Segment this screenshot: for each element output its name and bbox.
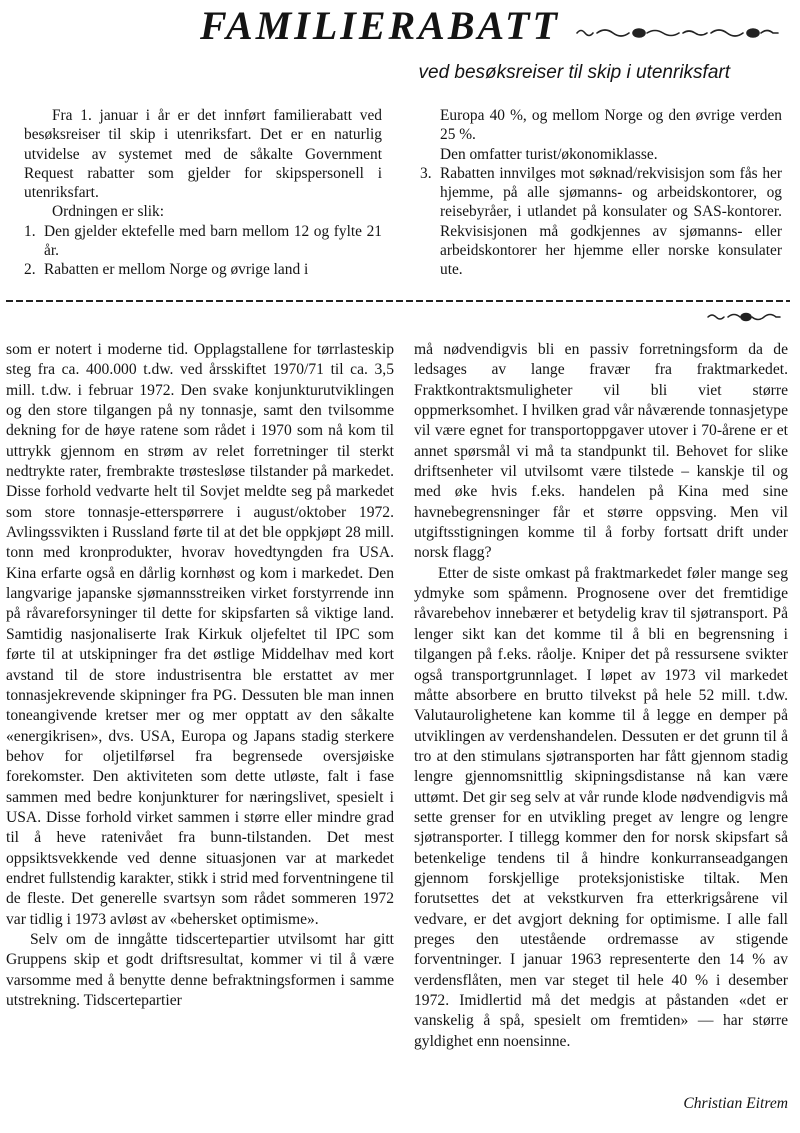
- flourish-ornament-icon: [706, 311, 782, 323]
- list-number: 1.: [24, 222, 36, 240]
- flourish-ornament-icon: [575, 26, 780, 40]
- list-item: [24, 260, 382, 279]
- list-class-note: Den omfatter turist/økonomiklasse.: [440, 145, 658, 163]
- list-continuation: Europa 40 %, og mellom Norge og den øvrige verden 25 %.: [440, 107, 782, 144]
- list-text: Rabatten er mellom Norge og øvrige land i: [44, 261, 309, 279]
- article-paragraph: Selv om de inngåtte tidscertepartier utvilsomt har gitt Gruppens skip et godt driftsresultat, kommer vi til å være varsomme med å benytte denne befraktningsformen i samme utstrekning. Tidscertepartier: [6, 930, 394, 1009]
- page-subtitle: ved besøksreiser til skip i utenriksfart: [418, 62, 730, 83]
- article-right-column: [414, 340, 788, 1052]
- page-title: FAMILIERABATT: [200, 3, 560, 48]
- intro-right-column: [420, 106, 782, 280]
- list-number: 3.: [420, 164, 432, 182]
- dashed-divider: [6, 300, 790, 302]
- article-left-column: [6, 340, 394, 1011]
- list-text: Den gjelder ektefelle med barn mellom 12 og fylte 21 år.: [44, 222, 382, 260]
- list-item: [24, 222, 382, 261]
- article-paragraph: må nødvendigvis bli en passiv forretningsform da de ledsages av lange fravær fra fraktmarkedet. Fraktkontraktsmuligheter vil bli viet større oppmerksomhet. I hvilken grad vår nåværende tonnasjetype vil være egnet for transportoppgaver utover i 70-årene er et annet spørsmål vi må ta standpunkt til. Behovet for slike driftsenheter vil utvilsomt være tilstede – kanskje til og med øke hvis f.eks. handelen på Kina med sine havnebegrensninger får et større oppsving. Men vil utgiftsstigningen komme til å forby fortsatt drift under norsk flagg?: [414, 341, 788, 562]
- list-text: Rabatten innvilges mot søknad/rekvisisjon som fås her hjemme, på alle sjømanns- og arbeidskontorer, og reisebyråer, i utlandet på konsulater og SAS-kontorer. Rekvisisjonen må godkjennes av sjømanns- eller arbeidskontorer her hjemme eller norske konsulater ute.: [440, 164, 782, 279]
- author-signature: Christian Eitrem: [683, 1095, 788, 1112]
- list-number: 2.: [24, 261, 36, 279]
- intro-left-column: [24, 106, 382, 280]
- article-paragraph: Etter de siste omkast på fraktmarkedet føler mange seg ydmyke som spåmenn. Prognosene over det fremtidige råvarebehov innebærer et betydelig krav til sjøtransport. På lenger sikt kan det komme til å bli en begrensning i tilgangen på f.eks. råolje. Kniper det på ressursene svikter også transportgrunnlaget. I løpet av 1973 vil markedet måtte absorbere en brutto tilvekst på hele 52 mill. t.dw. Valutaurolighetene kan komme til å legge en demper på utviklingen av verdenshandelen. Dessuten er det grunn til å tro at den stimulans sjøtransporten har fått gjennom stadig lengre gjennomsnittlig skipningsdistanse nå kan være uttømt. Det gir seg selv at vår runde klode nødvendigvis må sette grenser for en utvikling preget av lengre og lengre sjøtransporter. I tillegg kommer den for norsk skipsfart så betenkelige tendens til å hindre konkurranseadgangen gjennom forskjellige proteksjonistiske tiltak. Men forutsettes det at vekstkurven fra etterkrigsårene vil vedvare, er det avgjort dekning for optimisme. I alle fall preges den utestående ordremasse av stigende forventninger. I januar 1963 representerte den 14 % av verdensflåten, men var steget til hele 40 % i desember 1972. Imidlertid må det medgis at påstanden «det er vanskelig å spå, spesielt om fremtiden» — har større gyldighet enn noensinne.: [414, 564, 788, 1050]
- intro-lead: Fra 1. januar i år er det innført familierabatt ved besøksreiser til skip i utenriksfart. Det er en naturlig utvidelse av systemet med de såkalte Government Request rabatter som gjelder for skipspersonell i utenriksfart.: [24, 107, 382, 202]
- list-item: [420, 164, 782, 280]
- article-paragraph: som er notert i moderne tid. Opplagstallene for tørrlasteskip steg fra ca. 400.000 t.dw. ved årsskiftet 1970/71 til ca. 3,5 mill. t.dw. i februar 1972. Den svake konjunkturutviklingen og den store tilgangen på ny tonnasje, samt den tvilsomme dekning for de høye ratene som rådet i 1970 som nå kom til uttrykk gjennom en strøm av relet forretninger til sterkt nedtrykte rater, frembrakte trøstesløse tilstander på markedet. Disse forhold vedvarte helt til Sovjet meldte seg på markedet som store tonnasje-etterspørrere i august/oktober 1972. Avlingssvikten i Russland førte til at det ble oppkjøpt 28 mill. tonn med kronprodukter, hvorav hovedtyngden fra USA. Kina erfarte også en dårlig kornhøst og kom i markedet. Den langvarige japanske sjømannsstreiken virket forstyrrende inn på råvareforsyninger til dette for skipsfarten så viktige land. Samtidig nasjonaliserte Irak Kirkuk oljefeltet til IPC som førte til at utskipninger fra det østlige Middelhav med kort avstand til de store industrisentra ble erstattet av mer tonnasjekrevende skipninger fra PG. Dessuten ble man innen toneangivende kretser mer og mer opptatt av den såkalte «energikrisen», dvs. USA, Europa og Japans stadig sterkere behov for oljetilførsel fra begrensede oversjøiske forekomster. Den aktiviteten som dette utløste, falt i fase sammen med bedre konjunkturer for næringslivet, spesielt i USA. Disse forhold virket sammen i større eller mindre grad til å heve ratenivået fra bunn-tilstanden. Det mest oppsiktsvekkende ved denne situasjonen var at markedet endret fullstendig karakter, stikk i strid med forventningene til de fleste. Det generelle svartsyn som rådet sommeren 1972 var tidlig i 1973 avløst av «behersket optimisme».: [6, 341, 394, 928]
- intro-ordning: Ordningen er slik:: [52, 203, 164, 221]
